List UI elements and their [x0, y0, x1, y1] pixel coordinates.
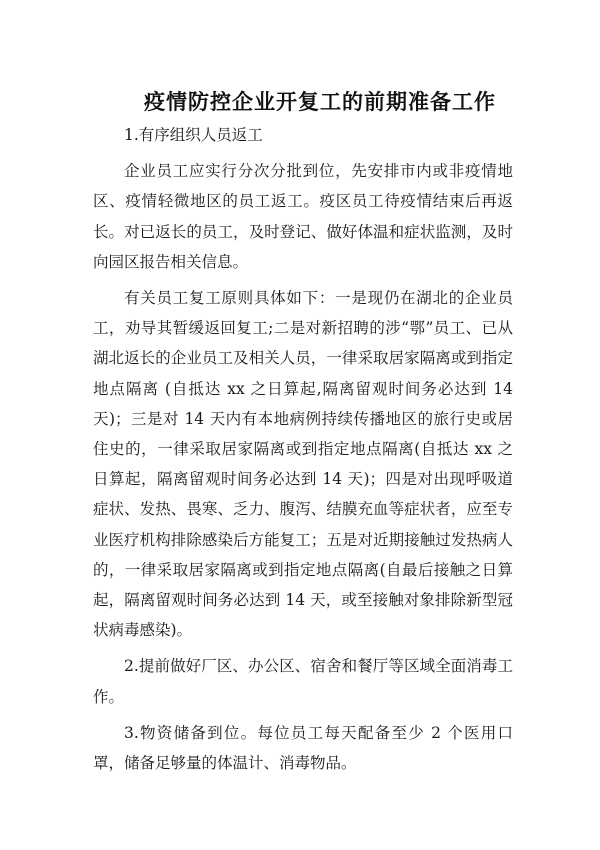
document-title: 疫情防控企业开复工的前期准备工作 — [144, 90, 496, 114]
section-heading-1: 1.有序组织人员返工 — [124, 126, 263, 144]
paragraph-supplies: 3.物资储备到位。每位员工每天配备至少 2 个医用口罩，储备足够量的体温计、消毒物品。 — [93, 723, 513, 773]
document-body — [93, 120, 513, 784]
paragraph-staff-return: 企业员工应实行分次分批到位，先安排市内或非疫情地区、疫情轻微地区的员工返工。疫区员工待疫情结束后再返长。对已返长的员工，及时登记、做好体温和症状监测，及时向园区报告相关信息。 — [93, 162, 513, 271]
paragraph-disinfection: 2.提前做好厂区、办公区、宿舍和餐厅等区域全面消毒工作。 — [93, 657, 513, 706]
paragraph-return-principles: 有关员工复工原则具体如下：一是现仍在湖北的企业员工，劝导其暂缓返回复工;二是对新招聘的涉“鄂”员工、已从湖北返长的企业员工及相关人员，一律采取居家隔离或到指定地点隔离 (自抵达 xx 之日算起,隔离留观时间务必达到 14 天)；三是对 14 天内有本地病例持续传播地区的旅行史或居住史的，一律采取居家隔离或到指定地点隔离(自抵达 xx 之日算起，隔离留观时间务必达到 14 天)；四是对出现呼吸道症状、发热、畏寒、乏力、腹泻、结膜充血等症状者，应至专业医疗机构排除感染后方能复工；五是对近期接触过发热病人的，一律采取居家隔离或到指定地点隔离(自最后接触之日算起，隔离留观时间务必达到 14 天，或至接触对象排除新型冠状病毒感染)。 — [93, 289, 513, 640]
